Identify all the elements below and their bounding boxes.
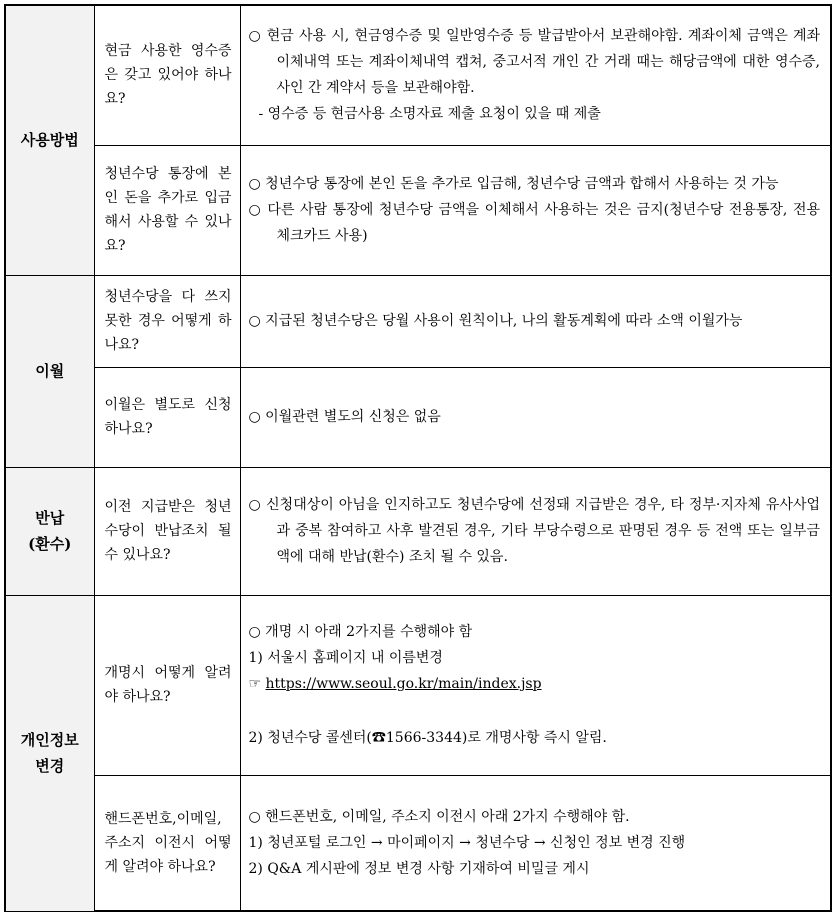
answer-cell [240, 467, 831, 595]
question-text: 이월은 별도로 신청하나요? [104, 397, 232, 437]
question-text: 청년수당을 다 쓰지 못한 경우 어떻게 하나요? [104, 289, 232, 353]
answer-line: ○ 개명 시 아래 2가지를 수행해야 함 [248, 624, 473, 640]
table-row [5, 775, 831, 911]
question-text: 청년수당 통장에 본인 돈을 추가로 입금해서 사용할 수 있나요? [104, 166, 232, 254]
category-cell [5, 275, 94, 467]
question-cell [94, 5, 240, 145]
table-row [5, 367, 831, 467]
faq-document [4, 4, 830, 912]
table-row [5, 5, 831, 145]
question-cell [94, 775, 240, 911]
spacer [249, 697, 821, 725]
answer-line: ○ 청년수당 통장에 본인 돈을 추가로 입금해, 청년수당 금액과 합해서 사용하는 것 가능 [248, 176, 779, 192]
link-line [249, 671, 821, 697]
answer-line: ○ 핸드폰번호, 이메일, 주소지 이전시 아래 2가지 수행해야 함. [248, 808, 630, 825]
table-row [5, 595, 831, 775]
category-label: 반납 [35, 509, 65, 527]
question-text: 핸드폰번호,이메일,주소지 이전시 어떻게 알려야 하나요? [104, 810, 232, 875]
answer-line: ○ 이월관련 별도의 신청은 없음 [248, 409, 441, 425]
category-label: 사용방법 [20, 131, 79, 150]
answer-cell [240, 367, 831, 467]
answer-line: ○ 지급된 청년수당은 당월 사용이 원칙이나, 나의 활동계획에 따라 소액 이월가능 [248, 313, 743, 329]
question-cell [94, 367, 240, 467]
table-row [5, 275, 831, 367]
category-cell [5, 467, 94, 595]
table-row [5, 467, 831, 595]
answer-line: 1) 서울시 홈페이지 내 이름변경 [248, 650, 443, 666]
category-label: 이월 [35, 362, 65, 380]
answer-line: 1) 청년포털 로그인 → 마이페이지 → 청년수당 → 신청인 정보 변경 진행 [248, 834, 686, 851]
answer-cell [240, 275, 831, 367]
answer-line: ○ 현금 사용 시, 현금영수증 및 일반영수증 등 발급받아서 보관해야함. 계좌이체 금액은 계좌이체내역 또는 계좌이체내역 캡쳐, 중고서적 개인 간 거래 때는 해당금액에 대한 영수증, 사인 간 계약서 등을 보관해야함. [248, 28, 820, 97]
answer-cell [240, 5, 831, 145]
faq-table [4, 4, 832, 912]
pointing-hand-icon: ☞ [248, 676, 262, 692]
answer-line: 2) 청년수당 콜센터(☎1566-3344)로 개명사항 즉시 알림. [248, 730, 607, 746]
answer-cell [240, 595, 831, 775]
answer-cell [240, 775, 831, 911]
answer-line: ○ 다른 사람 통장에 청년수당 금액을 이체해서 사용하는 것은 금지(청년수당 전용통장, 전용 체크카드 사용) [248, 202, 820, 244]
answer-line: ○ 신청대상이 아님을 인지하고도 청년수당에 선정돼 지급받은 경우, 타 정부·지자체 유사사업과 중복 참여하고 사후 발견된 경우, 기타 부당수령으로 판명된 경우 등 전액 또는 일부금액에 대해 반납(환수) 조치 될 수 있음. [248, 497, 820, 565]
answer-cell [240, 145, 831, 275]
category-label: 개인정보 [20, 731, 79, 749]
question-cell [94, 275, 240, 367]
category-cell [5, 595, 94, 911]
category-cell [5, 5, 94, 275]
question-text: 개명시 어떻게 알려야 하나요? [104, 665, 232, 705]
category-label: (환수) [28, 535, 72, 553]
category-label: 변경 [35, 757, 65, 775]
question-text: 이전 지급받은 청년수당이 반납조치 될 수 있나요? [104, 499, 232, 563]
seoul-homepage-link[interactable]: https://www.seoul.go.kr/main/index.jsp [265, 676, 542, 692]
answer-line: 2) Q&A 게시판에 정보 변경 사항 기재하여 비밀글 게시 [248, 860, 590, 877]
question-cell [94, 595, 240, 775]
table-row [5, 145, 831, 275]
answer-line: - 영수증 등 현금사용 소명자료 제출 요청이 있을 때 제출 [258, 106, 601, 123]
question-cell [94, 145, 240, 275]
question-cell [94, 467, 240, 595]
question-text: 현금 사용한 영수증은 갖고 있어야 하나요? [104, 43, 232, 108]
